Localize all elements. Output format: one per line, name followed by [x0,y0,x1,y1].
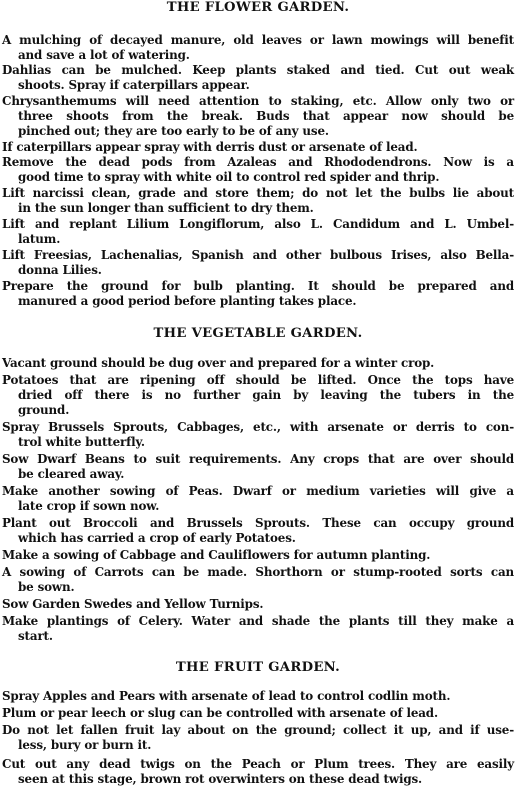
flower-entry-caterpillars [2,140,514,155]
flower-entry-azaleas [2,155,514,185]
flower-entry-bulb-planting [2,279,514,309]
entry-line: Lift narcissi clean, grade and store them; do not let the bulbs lie about [2,186,514,200]
vegetable-entry-carrots [2,565,514,595]
vegetable-entry-swedes [2,597,514,612]
entry-line: Cut out any dead twigs on the Peach or Plum trees. They are easily [2,757,514,771]
entry-line: Prepare the ground for bulb planting. It should be prepared and [2,279,514,293]
entry-line: Make plantings of Celery. Water and shade the plants till they make a [2,614,514,628]
flower-entry-narcissi [2,186,514,216]
entry-line: less, bury or burn it. [18,738,152,753]
entry-line: dried off there is no further gain by leaving the tubers in the [18,388,514,403]
entry-line: Remove the dead pods from Azaleas and Rhododendrons. Now is a [2,155,514,169]
entry-line: latum. [18,232,61,247]
entry-line: Vacant ground should be dug over and prepared for a winter crop. [2,356,435,370]
fruit-entry-fallen-fruit [2,723,514,753]
vegetable-entry-vacant-ground [2,356,514,371]
flower-entry-dahlias [2,63,514,93]
entry-line: donna Lilies. [18,263,102,278]
entry-line: which has carried a crop of early Potatoes. [18,531,296,546]
entry-line: Do not let fallen fruit lay about on the ground; collect it up, and if use- [2,723,514,737]
fruit-entry-dead-twigs [2,757,514,787]
entry-line: A mulching of decayed manure, old leaves or lawn mowings will benefit [2,33,514,47]
entry-line: Potatoes that are ripening off should be lifted. Once the tops have [2,373,514,387]
entry-line: trol white butterfly. [18,435,145,450]
entry-line: Chrysanthemums will need attention to staking, etc. Allow only two or [2,94,514,108]
entry-line: good time to spray with white oil to control red spider and thrip. [18,170,440,185]
entry-line: Spray Brussels Sprouts, Cabbages, etc., with arsenate or derris to con- [2,420,514,434]
flower-entry-mulching [2,33,514,63]
section-heading-fruit-garden: THE FRUIT GARDEN. [175,660,341,675]
entry-line: Make a sowing of Cabbage and Cauliflowers for autumn planting. [2,548,431,562]
entry-line: be cleared away. [18,467,125,482]
entry-line: start. [18,629,53,644]
entry-line: Plant out Broccoli and Brussels Sprouts. These can occupy ground [2,516,514,530]
entry-line: and save a lot of watering. [18,48,190,63]
vegetable-entry-potatoes [2,373,514,419]
flower-entry-freesias [2,248,514,278]
vegetable-entry-peas [2,484,514,514]
section-heading-flower-garden: THE FLOWER GARDEN. [166,0,350,15]
entry-line: be sown. [18,580,75,595]
vegetable-entry-cabbage [2,548,514,563]
entry-line: three shoots from the break. Buds that appear now should be [18,109,514,124]
flower-entry-lilium [2,217,514,247]
entry-line: Make another sowing of Peas. Dwarf or medium varieties will give a [2,484,514,498]
entry-line: ground. [18,403,70,418]
entry-line: If caterpillars appear spray with derris dust or arsenate of lead. [2,140,418,154]
vegetable-entry-dwarf-beans [2,452,514,482]
section-heading-vegetable-garden: THE VEGETABLE GARDEN. [153,326,363,341]
entry-line: pinched out; they are too early to be of any use. [18,124,329,139]
vegetable-entry-broccoli [2,516,514,546]
entry-line: Plum or pear leech or slug can be controlled with arsenate of lead. [2,706,438,720]
flower-entry-chrysanthemums [2,94,514,140]
entry-line: shoots. Spray if caterpillars appear. [18,78,250,93]
entry-line: Spray Apples and Pears with arsenate of lead to control codlin moth. [2,689,451,703]
entry-line: Lift Freesias, Lachenalias, Spanish and other bulbous Irises, also Bella- [2,248,514,262]
fruit-entry-codlin-moth [2,689,514,704]
entry-line: Dahlias can be mulched. Keep plants staked and tied. Cut out weak [2,63,514,77]
entry-line: manured a good period before planting takes place. [18,294,357,309]
fruit-entry-pear-leech [2,706,514,721]
entry-line: late crop if sown now. [18,499,160,514]
entry-line: in the sun longer than sufficient to dry them. [18,201,314,216]
entry-line: Sow Garden Swedes and Yellow Turnips. [2,597,264,611]
entry-line: Lift and replant Lilium Longiflorum, also L. Candidum and L. Umbel- [2,217,514,231]
entry-line: Sow Dwarf Beans to suit requirements. Any crops that are over should [2,452,514,466]
vegetable-entry-celery [2,614,514,644]
vegetable-entry-brussels-spray [2,420,514,450]
entry-line: seen at this stage, brown rot overwinters on these dead twigs. [18,772,423,787]
entry-line: A sowing of Carrots can be made. Shorthorn or stump-rooted sorts can [2,565,514,579]
